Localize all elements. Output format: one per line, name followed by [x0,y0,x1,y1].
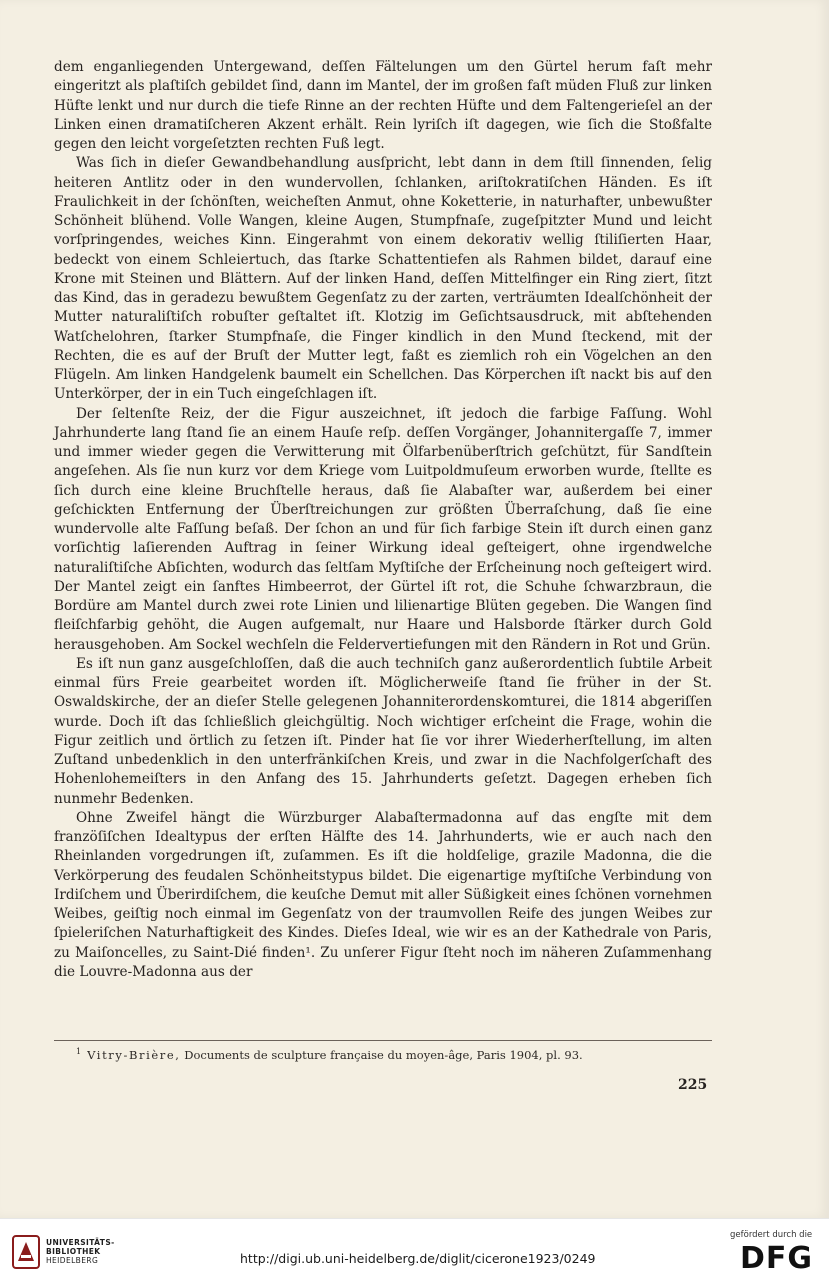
paragraph-2: Was ſich in dieſer Gewandbehandlung ausſpricht, lebt dann in dem ſtill ſinnenden, ſelig heiteren Antlitz oder in den wundervollen, ſchlanken, ariſtokratiſchen Händen. Es iſt Fraulichkeit in der ſchönſten, weicheſten Anmut, ohne Koketterie, in naturhafter, unbewußter Schönheit blühend. Volle Wangen, kleine Augen, Stumpfnaſe, zugeſpitzter Mund und leicht vorſpringendes, weiches Kinn. Eingerahmt von einem dekorativ wellig ſtiliſierten Haar, bedeckt von einem Schleiertuch, das ſtarke Schattentiefen als Rahmen bildet, darauf eine Krone mit Steinen und Blättern. Auf der linken Hand, deſſen Mittelfinger ein Ring ziert, ſitzt das Kind, das in geradezu bewußtem Gegenſatz zu der zarten, verträumten Idealſchönheit der Mutter naturaliſtiſch robuſter geſtaltet iſt. Klotzig im Geſichtsausdruck, mit abſtehenden Watſchelohren, ſtarker Stumpfnaſe, die Finger kindlich in den Mund ſteckend, mit der Rechten, die es auf der Bruſt der Mutter legt, faßt es ziemlich roh ein Vögelchen an den Flügeln. Am linken Handgelenk baumelt ein Schellchen. Das Körperchen iſt nackt bis auf den Unterkörper, der in ein Tuch eingeſchlagen iſt. [54,155,712,403]
library-name [46,1238,115,1265]
university-seal-icon [12,1235,40,1269]
dfg-logo: DFG [740,1241,814,1276]
footnote [76,1047,716,1062]
library-name-line-1: UNIVERSITÄTS- [46,1238,115,1247]
body-text [54,58,712,982]
paragraph-3: Der ſeltenſte Reiz, der die Figur auszeichnet, iſt jedoch die farbige Faſſung. Wohl Jahrhunderte lang ſtand ſie an einem Hauſe reſp. deſſen Vorgänger, Johannitergaſſe 7, immer und immer wieder gegen die Verwitterung mit Ölfarbenüberſtrich geſchützt, für Sandſtein angeſehen. Als ſie nun kurz vor dem Kriege vom Luitpoldmuſeum erworben wurde, ſtellte es ſich durch eine kleine Bruchſtelle heraus, daß ſie Alabaſter war, außerdem bei einer geſchickten Entfernung der Überſtreichungen zur größten Überraſchung, daß ſie eine wundervolle alte Faſſung beſaß. Der ſchon an und für ſich farbige Stein iſt durch einen ganz vorſichtig laſierenden Auftrag in ſeiner Wirkung ideal geſteigert, ohne irgendwelche naturaliſtiſche Abſichten, wodurch das ſeltſam Myſtiſche der Erſcheinung noch geſteigert wird. Der Mantel zeigt ein ſanftes Himbeerrot, der Gürtel iſt rot, die Schuhe ſchwarzbraun, die Bordüre am Mantel durch zwei rote Linien und lilienartige Blüten gegeben. Die Wangen ſind fleiſchfarbig gehöht, die Augen aufgemalt, nur Haare und Halsborde ſtärker durch Gold herausgehoben. Am Sockel wechſeln die Feldervertiefungen mit den Rändern in Rot und Grün. [54,405,712,653]
paragraph-1: dem enganliegenden Untergewand, deſſen Fältelungen um den Gürtel herum faſt mehr eingeritzt als plaſtiſch gebildet ſind, dann im Mantel, der im großen faſt müden Fluß zur linken Hüfte lenkt und nur durch die tiefe Rinne an der rechten Hüfte und dem Faltengerieſel an der Linken einen dramatiſcheren Akzent erhält. Rein lyriſch iſt dagegen, wie ſich die Stoßfalte gegen den leicht vorgeſetzten rechten Fuß legt. [54,59,712,152]
permalink-url[interactable]: http://digi.ub.uni-heidelberg.de/diglit/cicerone1923/0249 [240,1251,596,1266]
footnote-author: Vitry-Brière, [87,1047,181,1062]
library-name-line-3: HEIDELBERG [46,1256,99,1265]
viewer-footer [0,1218,829,1282]
paragraph-4: Es iſt nun ganz ausgeſchloſſen, daß die auch techniſch ganz außerordentlich ſubtile Arbeit einmal fürs Freie gearbeitet worden iſt. Möglicherweiſe ſtand ſie früher in der St. Oswaldskirche, der an dieſer Stelle gelegenen Johanniterordenskomturei, die 1814 abgeriſſen wurde. Doch iſt das ſchließlich gleichgültig. Noch wichtiger erſcheint die Frage, wohin die Figur zeitlich und örtlich zu ſetzen iſt. Pinder hat ſie vor ihrer Wiederherſtellung, im alten Zuſtand unbedenklich in den unterfränkiſchen Kreis, und zwar in die Nachfolgerſchaft des Hohenlohemeiſters in den Anfang des 15. Jahrhunderts geſetzt. Dagegen erheben ſich nunmehr Bedenken. [54,655,712,807]
footnote-mark: 1 [76,1047,82,1056]
paragraph-5: Ohne Zweifel hängt die Würzburger Alabaſtermadonna auf das engſte mit dem franzöſiſchen Idealtypus der erſten Hälfte des 14. Jahrhunderts, wie er auch nach den Rheinlanden vorgedrungen iſt, zuſammen. Es iſt die holdſelige, grazile Madonna, die die Verkörperung des feudalen Schönheitstypus bildet. Die eigenartige myſtiſche Verbindung von Irdiſchem und Überirdiſchem, die keuſche Demut mit aller Süßigkeit eines ſchönen vornehmen Weibes, geiſtig noch einmal im Gegenſatz von der traumvollen Reife des jungen Weibes zur ſpieleriſchen Naturhaftigkeit des Kindes. Dieſes Ideal, wie wir es an der Kathedrale von Paris, zu Maiſoncelles, zu Saint-Dié finden¹. Zu unſerer Figur ſteht noch im näheren Zuſammenhang die Louvre-Madonna aus der [54,809,712,980]
footnote-divider [54,1040,712,1041]
library-name-line-2: BIBLIOTHEK [46,1247,101,1256]
page-number: 225 [678,1077,708,1093]
footnote-text: Documents de sculpture française du moyen-âge, Paris 1904, pl. 93. [184,1047,583,1062]
funding-caption: gefördert durch die [730,1230,813,1240]
